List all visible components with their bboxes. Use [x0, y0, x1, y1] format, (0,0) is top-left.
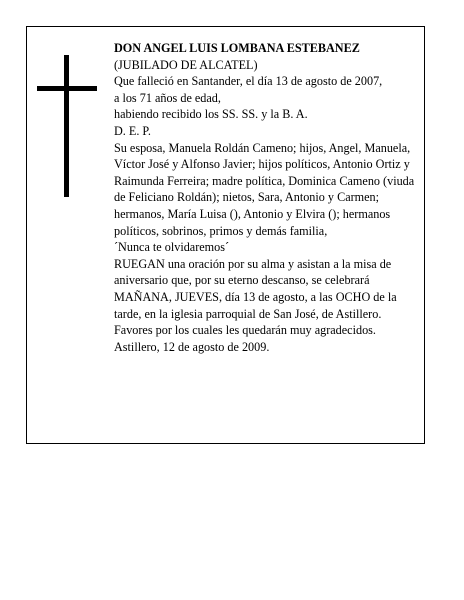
dep-line: D. E. P. [114, 123, 151, 138]
death-line-1: Que falleció en Santander, el día 13 de agosto de 2007, [114, 74, 383, 89]
deceased-subtitle: (JUBILADO DE ALCATEL) [114, 57, 258, 72]
family-paragraph: Su esposa, Manuela Roldán Cameno; hijos, Angel, Manuela, Víctor José y Alfonso Javier; hijos políticos, Antonio Ortiz y Raimunda Ferreira; madre política, Dominica Cameno (viuda de Feliciano Roldán); nietos, Sara, Antonio y Carmen; hermanos, María Luisa (), Antonio y Elvira (); hermanos políticos, sobrinos, primos y demás familia, [114, 140, 415, 238]
notice-text [114, 40, 419, 355]
obituary-notice [26, 26, 425, 444]
closing-line: Astillero, 12 de agosto de 2009. [114, 339, 270, 354]
cross-vertical-bar [64, 55, 69, 197]
cross-icon [37, 55, 97, 197]
death-line-2: a los 71 años de edad, [114, 90, 221, 105]
cross-horizontal-bar [37, 86, 97, 91]
quote-line: ´Nunca te olvidaremos´ [114, 240, 230, 255]
request-paragraph: RUEGAN una oración por su alma y asistan a la misa de aniversario que, por su eterno descanso, se celebrará MAÑANA, JUEVES, día 13 de agosto, a las OCHO de la tarde, en la iglesia parroquial de San José, de Astillero. Favores por los cuales les quedarán muy agradecidos. [114, 256, 397, 338]
sacraments-line: habiendo recibido los SS. SS. y la B. A. [114, 107, 308, 122]
deceased-name: DON ANGEL LUIS LOMBANA ESTEBANEZ [114, 41, 360, 55]
